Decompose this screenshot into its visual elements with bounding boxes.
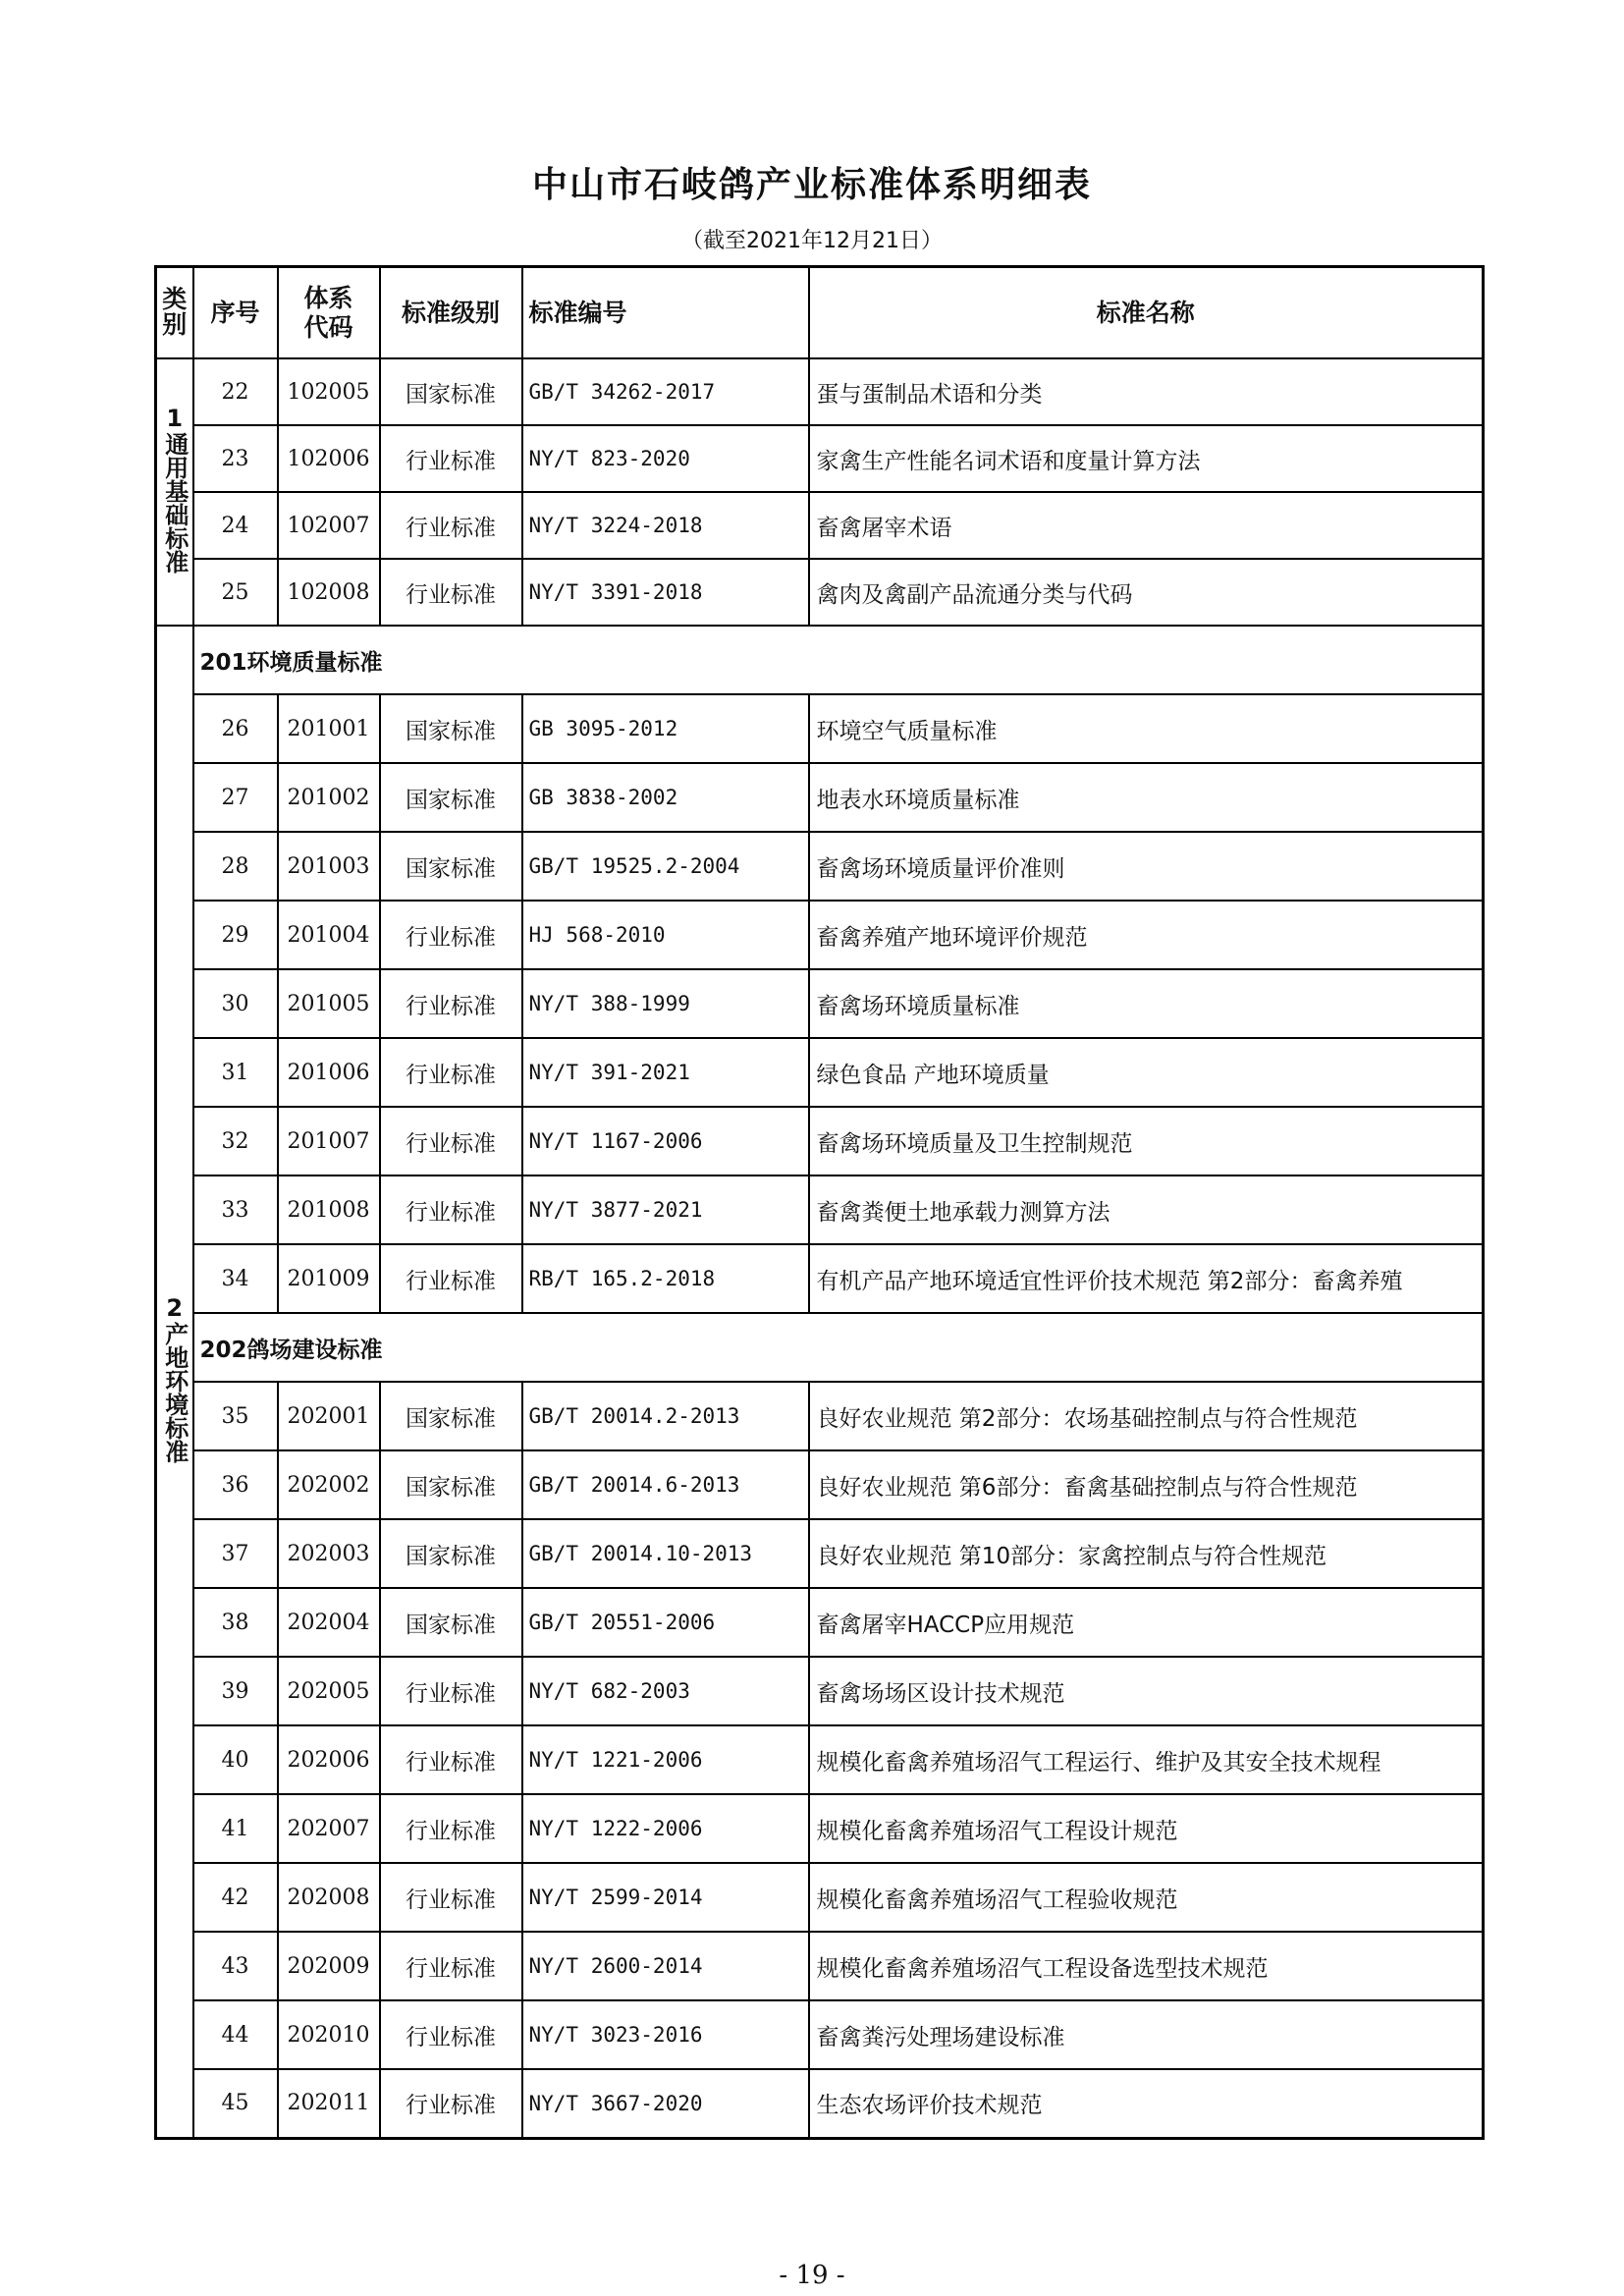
standard-name-cell: 有机产品产地环境适宜性评价技术规范 第2部分：畜禽养殖 <box>809 1244 1484 1313</box>
standard-number-cell: NY/T 3224-2018 <box>522 492 809 559</box>
table-row <box>156 832 1484 901</box>
seq-cell: 41 <box>193 1794 278 1863</box>
standard-name-cell: 规模化畜禽养殖场沼气工程设备选型技术规范 <box>809 1932 1484 2000</box>
seq-cell: 34 <box>193 1244 278 1313</box>
table-row <box>156 969 1484 1038</box>
system-code-cell: 201003 <box>278 832 380 901</box>
standard-name-cell: 生态农场评价技术规范 <box>809 2069 1484 2138</box>
system-code-cell: 202011 <box>278 2069 380 2138</box>
standard-number-cell: NY/T 1221-2006 <box>522 1725 809 1794</box>
seq-cell: 35 <box>193 1382 278 1450</box>
level-cell: 国家标准 <box>380 1588 522 1657</box>
standard-number-cell: NY/T 3391-2018 <box>522 559 809 626</box>
level-cell: 行业标准 <box>380 1657 522 1725</box>
level-cell: 国家标准 <box>380 1519 522 1588</box>
standard-number-cell: GB/T 19525.2-2004 <box>522 832 809 901</box>
standard-number-cell: GB/T 20014.2-2013 <box>522 1382 809 1450</box>
seq-cell: 40 <box>193 1725 278 1794</box>
standard-name-cell: 畜禽屠宰HACCP应用规范 <box>809 1588 1484 1657</box>
system-code-cell: 201009 <box>278 1244 380 1313</box>
page-subtitle: （截至2021年12月21日） <box>681 229 943 253</box>
standard-name-cell: 畜禽场环境质量标准 <box>809 969 1484 1038</box>
table-row <box>156 358 1484 425</box>
page-number: - 19 - <box>779 2261 845 2290</box>
standard-number-cell: NY/T 2599-2014 <box>522 1863 809 1932</box>
level-cell: 国家标准 <box>380 694 522 763</box>
standard-number-cell: NY/T 1222-2006 <box>522 1794 809 1863</box>
level-cell: 行业标准 <box>380 1107 522 1175</box>
system-code-cell: 102007 <box>278 492 380 559</box>
standard-name-cell: 畜禽场场区设计技术规范 <box>809 1657 1484 1725</box>
system-code-cell: 202010 <box>278 2000 380 2069</box>
standard-number-cell: HJ 568-2010 <box>522 901 809 969</box>
system-code-cell: 102006 <box>278 425 380 492</box>
level-cell: 行业标准 <box>380 1863 522 1932</box>
table-row <box>156 694 1484 763</box>
standard-number-cell: NY/T 3667-2020 <box>522 2069 809 2138</box>
level-cell: 行业标准 <box>380 1244 522 1313</box>
seq-cell: 28 <box>193 832 278 901</box>
seq-cell: 42 <box>193 1863 278 1932</box>
table-row <box>156 492 1484 559</box>
category-cell: 2产地环境标准 <box>156 626 193 2138</box>
table-row <box>156 559 1484 626</box>
seq-cell: 22 <box>193 358 278 425</box>
seq-cell: 33 <box>193 1175 278 1244</box>
system-code-cell: 202002 <box>278 1450 380 1519</box>
standard-name-cell: 禽肉及禽副产品流通分类与代码 <box>809 559 1484 626</box>
level-cell: 行业标准 <box>380 1038 522 1107</box>
seq-cell: 37 <box>193 1519 278 1588</box>
level-cell: 国家标准 <box>380 1382 522 1450</box>
table-row <box>156 1519 1484 1588</box>
header-seq: 序号 <box>193 267 278 359</box>
standard-name-cell: 畜禽场环境质量评价准则 <box>809 832 1484 901</box>
standard-number-cell: RB/T 165.2-2018 <box>522 1244 809 1313</box>
seq-cell: 45 <box>193 2069 278 2138</box>
system-code-cell: 102008 <box>278 559 380 626</box>
table-row <box>156 901 1484 969</box>
standard-name-cell: 畜禽粪污处理场建设标准 <box>809 2000 1484 2069</box>
header-level: 标准级别 <box>380 267 522 359</box>
system-code-cell: 201002 <box>278 763 380 832</box>
seq-cell: 26 <box>193 694 278 763</box>
table-row <box>156 1725 1484 1794</box>
table-row <box>156 1450 1484 1519</box>
table-row <box>156 1382 1484 1450</box>
system-code-cell: 202008 <box>278 1863 380 1932</box>
subcategory-row <box>156 626 1484 694</box>
seq-cell: 23 <box>193 425 278 492</box>
table-row <box>156 1244 1484 1313</box>
standard-number-cell: NY/T 682-2003 <box>522 1657 809 1725</box>
standard-number-cell: NY/T 3877-2021 <box>522 1175 809 1244</box>
seq-cell: 24 <box>193 492 278 559</box>
category-cell: 1通用基础标准 <box>156 358 193 626</box>
level-cell: 国家标准 <box>380 1450 522 1519</box>
table-row <box>156 2000 1484 2069</box>
standard-name-cell: 蛋与蛋制品术语和分类 <box>809 358 1484 425</box>
table-row <box>156 1107 1484 1175</box>
table-row <box>156 1657 1484 1725</box>
standard-name-cell: 环境空气质量标准 <box>809 694 1484 763</box>
subcategory-heading: 201环境质量标准 <box>193 626 1484 694</box>
level-cell: 行业标准 <box>380 2069 522 2138</box>
level-cell: 行业标准 <box>380 1725 522 1794</box>
standard-name-cell: 畜禽场环境质量及卫生控制规范 <box>809 1107 1484 1175</box>
system-code-cell: 202006 <box>278 1725 380 1794</box>
system-code-cell: 202007 <box>278 1794 380 1863</box>
standard-name-cell: 良好农业规范 第10部分：家禽控制点与符合性规范 <box>809 1519 1484 1588</box>
standard-name-cell: 良好农业规范 第2部分：农场基础控制点与符合性规范 <box>809 1382 1484 1450</box>
level-cell: 行业标准 <box>380 1932 522 2000</box>
seq-cell: 36 <box>193 1450 278 1519</box>
standard-name-cell: 良好农业规范 第6部分：畜禽基础控制点与符合性规范 <box>809 1450 1484 1519</box>
standard-name-cell: 畜禽屠宰术语 <box>809 492 1484 559</box>
level-cell: 行业标准 <box>380 1794 522 1863</box>
seq-cell: 25 <box>193 559 278 626</box>
standard-name-cell: 规模化畜禽养殖场沼气工程验收规范 <box>809 1863 1484 1932</box>
system-code-cell: 202009 <box>278 1932 380 2000</box>
system-code-cell: 102005 <box>278 358 380 425</box>
level-cell: 国家标准 <box>380 763 522 832</box>
table-row <box>156 1863 1484 1932</box>
table-row <box>156 2069 1484 2138</box>
level-cell: 行业标准 <box>380 969 522 1038</box>
standard-number-cell: NY/T 2600-2014 <box>522 1932 809 2000</box>
system-code-cell: 202003 <box>278 1519 380 1588</box>
standard-number-cell: GB/T 20014.10-2013 <box>522 1519 809 1588</box>
system-code-cell: 201005 <box>278 969 380 1038</box>
seq-cell: 43 <box>193 1932 278 2000</box>
standard-name-cell: 地表水环境质量标准 <box>809 763 1484 832</box>
seq-cell: 44 <box>193 2000 278 2069</box>
standard-number-cell: GB 3838-2002 <box>522 763 809 832</box>
header-category: 类别 <box>156 267 193 359</box>
standard-name-cell: 畜禽养殖产地环境评价规范 <box>809 901 1484 969</box>
standard-name-cell: 家禽生产性能名词术语和度量计算方法 <box>809 425 1484 492</box>
seq-cell: 30 <box>193 969 278 1038</box>
table-row <box>156 1794 1484 1863</box>
standard-name-cell: 绿色食品 产地环境质量 <box>809 1038 1484 1107</box>
standard-number-cell: GB 3095-2012 <box>522 694 809 763</box>
seq-cell: 32 <box>193 1107 278 1175</box>
standard-number-cell: NY/T 3023-2016 <box>522 2000 809 2069</box>
standard-number-cell: NY/T 391-2021 <box>522 1038 809 1107</box>
level-cell: 行业标准 <box>380 901 522 969</box>
table-header-row <box>156 267 1484 359</box>
subcategory-heading: 202鸽场建设标准 <box>193 1313 1484 1382</box>
level-cell: 行业标准 <box>380 492 522 559</box>
standard-number-cell: GB/T 34262-2017 <box>522 358 809 425</box>
standard-number-cell: GB/T 20014.6-2013 <box>522 1450 809 1519</box>
system-code-cell: 201008 <box>278 1175 380 1244</box>
table-row <box>156 425 1484 492</box>
system-code-cell: 201001 <box>278 694 380 763</box>
table-row <box>156 1588 1484 1657</box>
header-system-code: 体系代码 <box>278 267 380 359</box>
standard-number-cell: NY/T 388-1999 <box>522 969 809 1038</box>
level-cell: 行业标准 <box>380 1175 522 1244</box>
standard-number-cell: GB/T 20551-2006 <box>522 1588 809 1657</box>
seq-cell: 38 <box>193 1588 278 1657</box>
level-cell: 国家标准 <box>380 358 522 425</box>
seq-cell: 27 <box>193 763 278 832</box>
subcategory-row <box>156 1313 1484 1382</box>
header-name: 标准名称 <box>809 267 1484 359</box>
standard-number-cell: NY/T 1167-2006 <box>522 1107 809 1175</box>
level-cell: 行业标准 <box>380 559 522 626</box>
standard-name-cell: 规模化畜禽养殖场沼气工程运行、维护及其安全技术规程 <box>809 1725 1484 1794</box>
seq-cell: 31 <box>193 1038 278 1107</box>
level-cell: 国家标准 <box>380 832 522 901</box>
table-row <box>156 1038 1484 1107</box>
system-code-cell: 201004 <box>278 901 380 969</box>
system-code-cell: 201007 <box>278 1107 380 1175</box>
page-title: 中山市石岐鸽产业标准体系明细表 <box>531 165 1092 205</box>
standards-table <box>154 265 1485 2140</box>
standard-name-cell: 畜禽粪便土地承载力测算方法 <box>809 1175 1484 1244</box>
table-row <box>156 1932 1484 2000</box>
table-row <box>156 1175 1484 1244</box>
system-code-cell: 202005 <box>278 1657 380 1725</box>
table-row <box>156 763 1484 832</box>
seq-cell: 29 <box>193 901 278 969</box>
system-code-cell: 202004 <box>278 1588 380 1657</box>
standard-name-cell: 规模化畜禽养殖场沼气工程设计规范 <box>809 1794 1484 1863</box>
header-number: 标准编号 <box>522 267 809 359</box>
standard-number-cell: NY/T 823-2020 <box>522 425 809 492</box>
seq-cell: 39 <box>193 1657 278 1725</box>
system-code-cell: 201006 <box>278 1038 380 1107</box>
level-cell: 行业标准 <box>380 2000 522 2069</box>
system-code-cell: 202001 <box>278 1382 380 1450</box>
level-cell: 行业标准 <box>380 425 522 492</box>
